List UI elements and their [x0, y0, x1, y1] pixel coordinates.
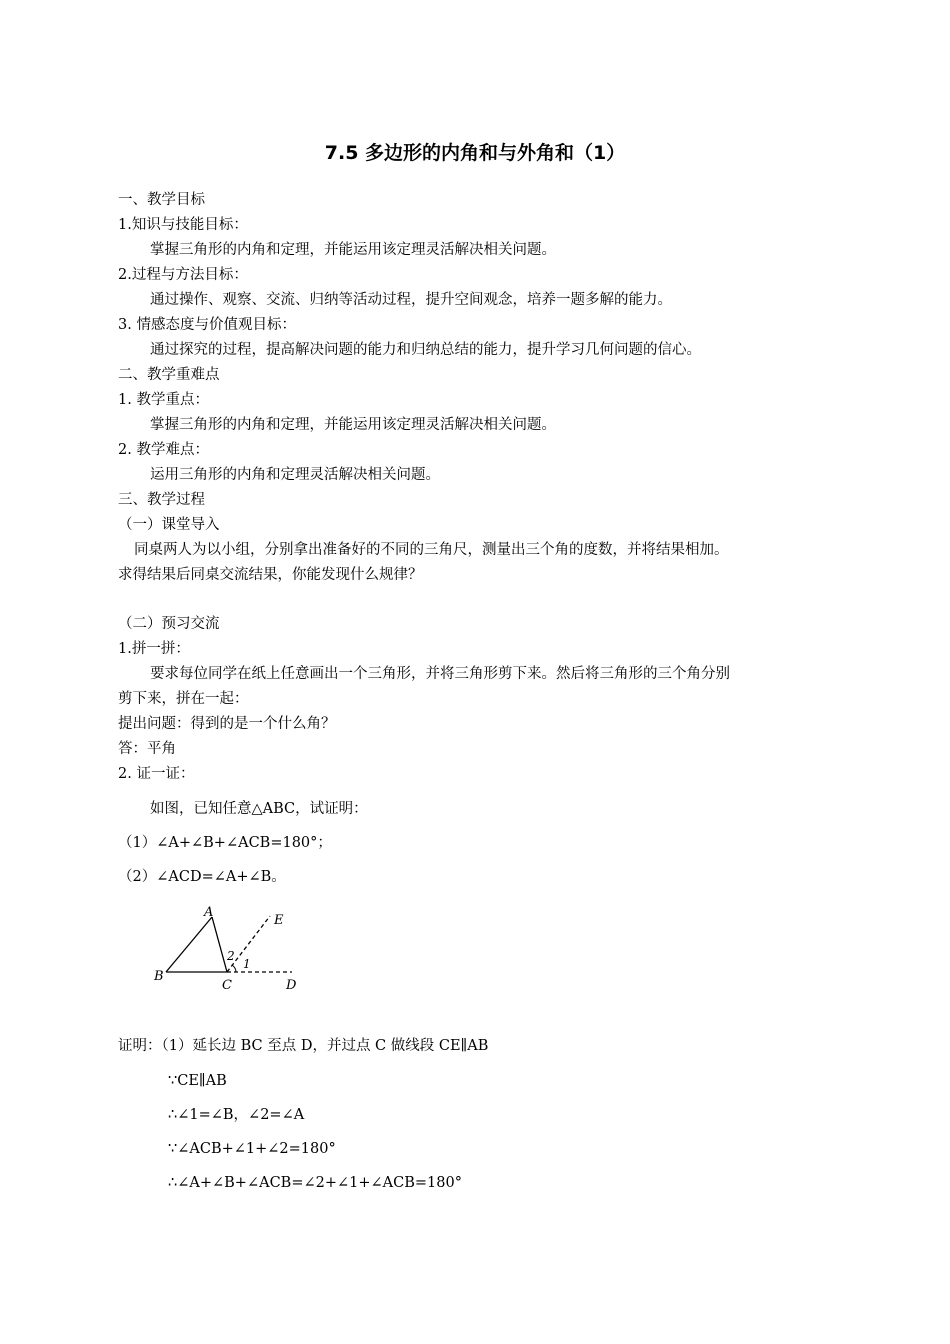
proof-line-3: ∵∠ACB+∠1+∠2=180° [168, 1141, 336, 1157]
activity-1-heading: 1.拼一拼： [118, 641, 190, 657]
key-point-heading: 1. 教学重点： [118, 392, 209, 408]
key-point-text: 掌握三角形的内角和定理，并能运用该定理灵活解决相关问题。 [150, 417, 556, 433]
goal-2-text: 通过操作、观察、交流、归纳等活动过程，提升空间观念，培养一题多解的能力。 [150, 292, 672, 308]
label-e: E [274, 913, 284, 928]
goal-2-heading: 2.过程与方法目标： [118, 267, 248, 283]
page-title: 7.5 多边形的内角和与外角和（1） [324, 142, 626, 164]
triangle-figure [150, 900, 310, 995]
label-angle-2: 2 [227, 949, 235, 963]
question-text: 提出问题：得到的是一个什么角？ [118, 716, 336, 732]
angle-arc [232, 965, 236, 972]
segment-ac [212, 917, 227, 972]
proof-line-2: ∴∠1=∠B，∠2=∠A [168, 1107, 305, 1123]
proof-line-4: ∴∠A+∠B+∠ACB=∠2+∠1+∠ACB=180° [168, 1175, 462, 1191]
label-angle-1: 1 [243, 957, 251, 971]
preview-heading: （二）预习交流 [118, 616, 220, 632]
prove-intro: 如图，已知任意△ABC，试证明： [150, 801, 368, 817]
goal-3-text: 通过探究的过程，提高解决问题的能力和归纳总结的能力，提升学习几何问题的信心。 [150, 342, 701, 358]
goal-1-heading: 1.知识与技能目标： [118, 217, 248, 233]
goal-1-text: 掌握三角形的内角和定理，并能运用该定理灵活解决相关问题。 [150, 242, 556, 258]
label-b: B [154, 969, 164, 984]
label-d: D [286, 978, 297, 993]
intro-text-line-2: 求得结果后同桌交流结果，你能发现什么规律？ [118, 567, 423, 583]
difficulty-heading: 2. 教学难点： [118, 442, 209, 458]
section-1-heading: 一、教学目标 [118, 192, 205, 208]
section-3-heading: 三、教学过程 [118, 492, 205, 508]
activity-2-heading: 2. 证一证： [118, 766, 195, 782]
intro-text-line-1: 同桌两人为以小组，分别拿出准备好的不同的三角尺，测量出三个角的度数，并将结果相加。 [134, 542, 729, 558]
prove-item-1: （1）∠A+∠B+∠ACB=180°； [118, 835, 332, 851]
segment-ab [166, 917, 212, 972]
answer-text: 答：平角 [118, 741, 176, 757]
activity-1-text-line-1: 要求每位同学在纸上任意画出一个三角形，并将三角形剪下来。然后将三角形的三个角分别 [150, 666, 730, 682]
activity-1-text-line-2: 剪下来，拼在一起： [118, 691, 249, 707]
prove-item-2: （2）∠ACD=∠A+∠B。 [118, 869, 286, 885]
section-2-heading: 二、教学重难点 [118, 367, 220, 383]
proof-line-1: ∵CE∥AB [168, 1073, 227, 1089]
label-a: A [204, 905, 214, 920]
label-c: C [222, 978, 232, 993]
difficulty-text: 运用三角形的内角和定理灵活解决相关问题。 [150, 467, 440, 483]
proof-heading: 证明：（1）延长边 BC 至点 D，并过点 C 做线段 CE∥AB [118, 1038, 489, 1054]
goal-3-heading: 3. 情感态度与价值观目标： [118, 317, 296, 333]
intro-heading: （一）课堂导入 [118, 517, 220, 533]
